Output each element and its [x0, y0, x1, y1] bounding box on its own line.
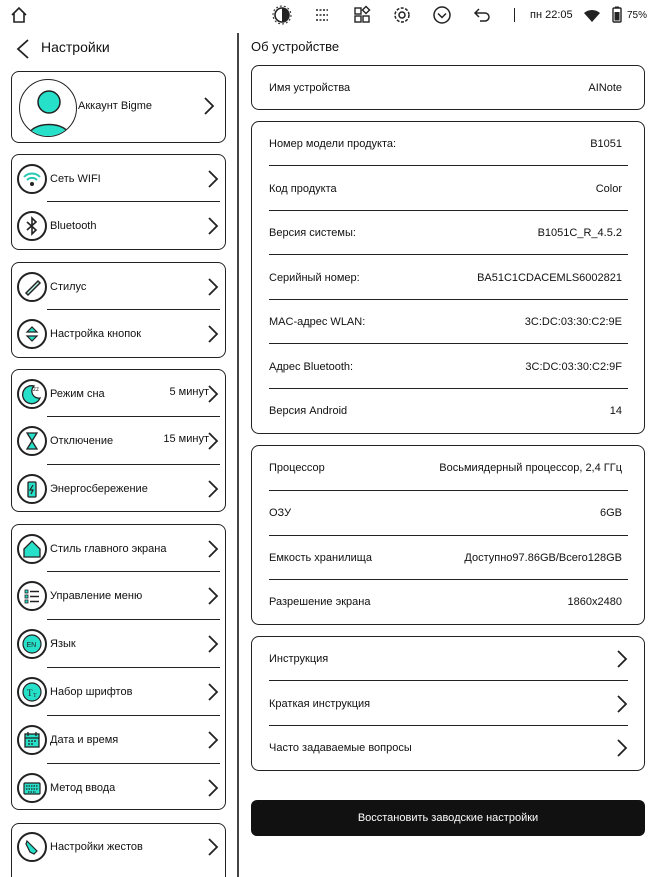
apps-icon[interactable]: [352, 5, 372, 25]
menu-item-sleep[interactable]: zz Режим сна 5 минут: [12, 379, 225, 409]
list-icon[interactable]: [312, 5, 332, 25]
chevron-right-icon: [207, 169, 219, 189]
network-group: [11, 154, 226, 250]
gesture-icon: [17, 832, 47, 862]
avatar: [19, 79, 77, 137]
chevron-right-icon: [207, 277, 219, 297]
battery-percent: 75%: [627, 10, 648, 21]
gesture-group: [11, 823, 226, 877]
shutdown-value: 15 минут: [163, 433, 209, 445]
sleep-value: 5 минут: [169, 386, 209, 398]
chevron-right-icon: [207, 778, 219, 798]
wifi-icon: [17, 164, 47, 194]
menu-item-stylus[interactable]: Стилус: [12, 272, 225, 302]
chevron-right-icon: [616, 649, 628, 669]
settings-title: Настройки: [41, 39, 110, 55]
buttons-icon: [17, 319, 47, 349]
svg-text:T: T: [27, 688, 33, 698]
clock: пн 22:05: [530, 9, 573, 21]
chevron-right-icon: [207, 384, 219, 404]
battery-saver-icon: [17, 474, 47, 504]
bluetooth-icon: [17, 211, 47, 241]
hardware-card: Процессор Восьмиядерный процессор, 2,4 ГГц ОЗУ 6GB Емкость хранилища Доступно97.86GB/Всего128GB Разрешение экрана 1860x2480: [251, 445, 645, 625]
chevron-right-icon: [207, 539, 219, 559]
menu-item-wifi[interactable]: Сеть WIFI: [12, 164, 225, 194]
chevron-right-icon: [207, 837, 219, 857]
chevron-right-icon: [207, 634, 219, 654]
back-arrow-icon[interactable]: [14, 38, 32, 60]
battery-icon: [610, 5, 624, 25]
chevron-right-icon: [203, 96, 215, 116]
input-devices-group: [11, 262, 226, 358]
status-bar: [0, 0, 657, 30]
back-icon[interactable]: [472, 5, 492, 25]
factory-reset-button[interactable]: Восстановить заводские настройки: [251, 800, 645, 836]
chevron-right-icon: [207, 479, 219, 499]
menu-icon: [17, 581, 47, 611]
stylus-icon: [17, 272, 47, 302]
menu-item-fonts[interactable]: T T Набор шрифтов: [12, 677, 225, 707]
device-name-card[interactable]: Имя устройства AINote: [251, 65, 645, 110]
language-icon: [17, 629, 47, 659]
calendar-icon: [17, 725, 47, 755]
wifi-icon: [582, 5, 602, 25]
chevron-right-icon: [616, 738, 628, 758]
menu-item-date-time[interactable]: Дата и время: [12, 725, 225, 755]
menu-item-language[interactable]: EN Язык: [12, 629, 225, 659]
chevron-right-icon: [616, 694, 628, 714]
chevron-right-icon: [207, 431, 219, 451]
column-divider: [237, 33, 239, 877]
chevron-right-icon: [207, 730, 219, 750]
keyboard-icon: [17, 773, 47, 803]
about-title: Об устройстве: [251, 39, 340, 54]
svg-text:EN: EN: [26, 642, 37, 649]
home-style-icon: [17, 534, 47, 564]
menu-item-home-style[interactable]: Стиль главного экрана: [12, 534, 225, 564]
device-info-card: Номер модели продукта: B1051 Код продукта Color Версия системы: B1051C_R_4.5.2 Серийный номер: BA51C1CDACEMLS6002821 MAC-адрес WLAN: 3C:DC:03:30:C2:9E Адрес Bluetooth: 3C:DC:03:30:C2:9F Версия Android 14: [251, 121, 645, 434]
hourglass-icon: [17, 426, 47, 456]
svg-text:T: T: [33, 693, 37, 699]
settings-icon[interactable]: [392, 5, 412, 25]
menu-item-shutdown[interactable]: Отключение 15 минут: [12, 426, 225, 456]
svg-text:zz: zz: [33, 387, 39, 393]
menu-item-bluetooth[interactable]: Bluetooth: [12, 211, 225, 241]
help-card: Инструкция Краткая инструкция Часто задаваемые вопросы: [251, 636, 645, 771]
chevron-right-icon: [207, 216, 219, 236]
power-group: [11, 369, 226, 512]
account-card[interactable]: [11, 71, 226, 143]
font-icon: [17, 677, 47, 707]
collapse-icon[interactable]: [432, 5, 452, 25]
menu-item-gestures[interactable]: Настройки жестов: [12, 832, 225, 862]
menu-item-buttons[interactable]: Настройка кнопок: [12, 319, 225, 349]
menu-item-input-method[interactable]: Метод ввода: [12, 773, 225, 803]
personalization-group: [11, 524, 226, 810]
sleep-icon: [17, 379, 47, 409]
home-icon[interactable]: [9, 5, 29, 25]
chevron-right-icon: [207, 682, 219, 702]
contrast-icon[interactable]: [272, 5, 292, 25]
status-separator: [514, 8, 515, 22]
chevron-right-icon: [207, 324, 219, 344]
menu-item-power-saving[interactable]: Энергосбережение: [12, 474, 225, 504]
account-label: Аккаунт Bigme: [78, 100, 153, 112]
chevron-right-icon: [207, 586, 219, 606]
menu-item-menu-management[interactable]: Управление меню: [12, 581, 225, 611]
